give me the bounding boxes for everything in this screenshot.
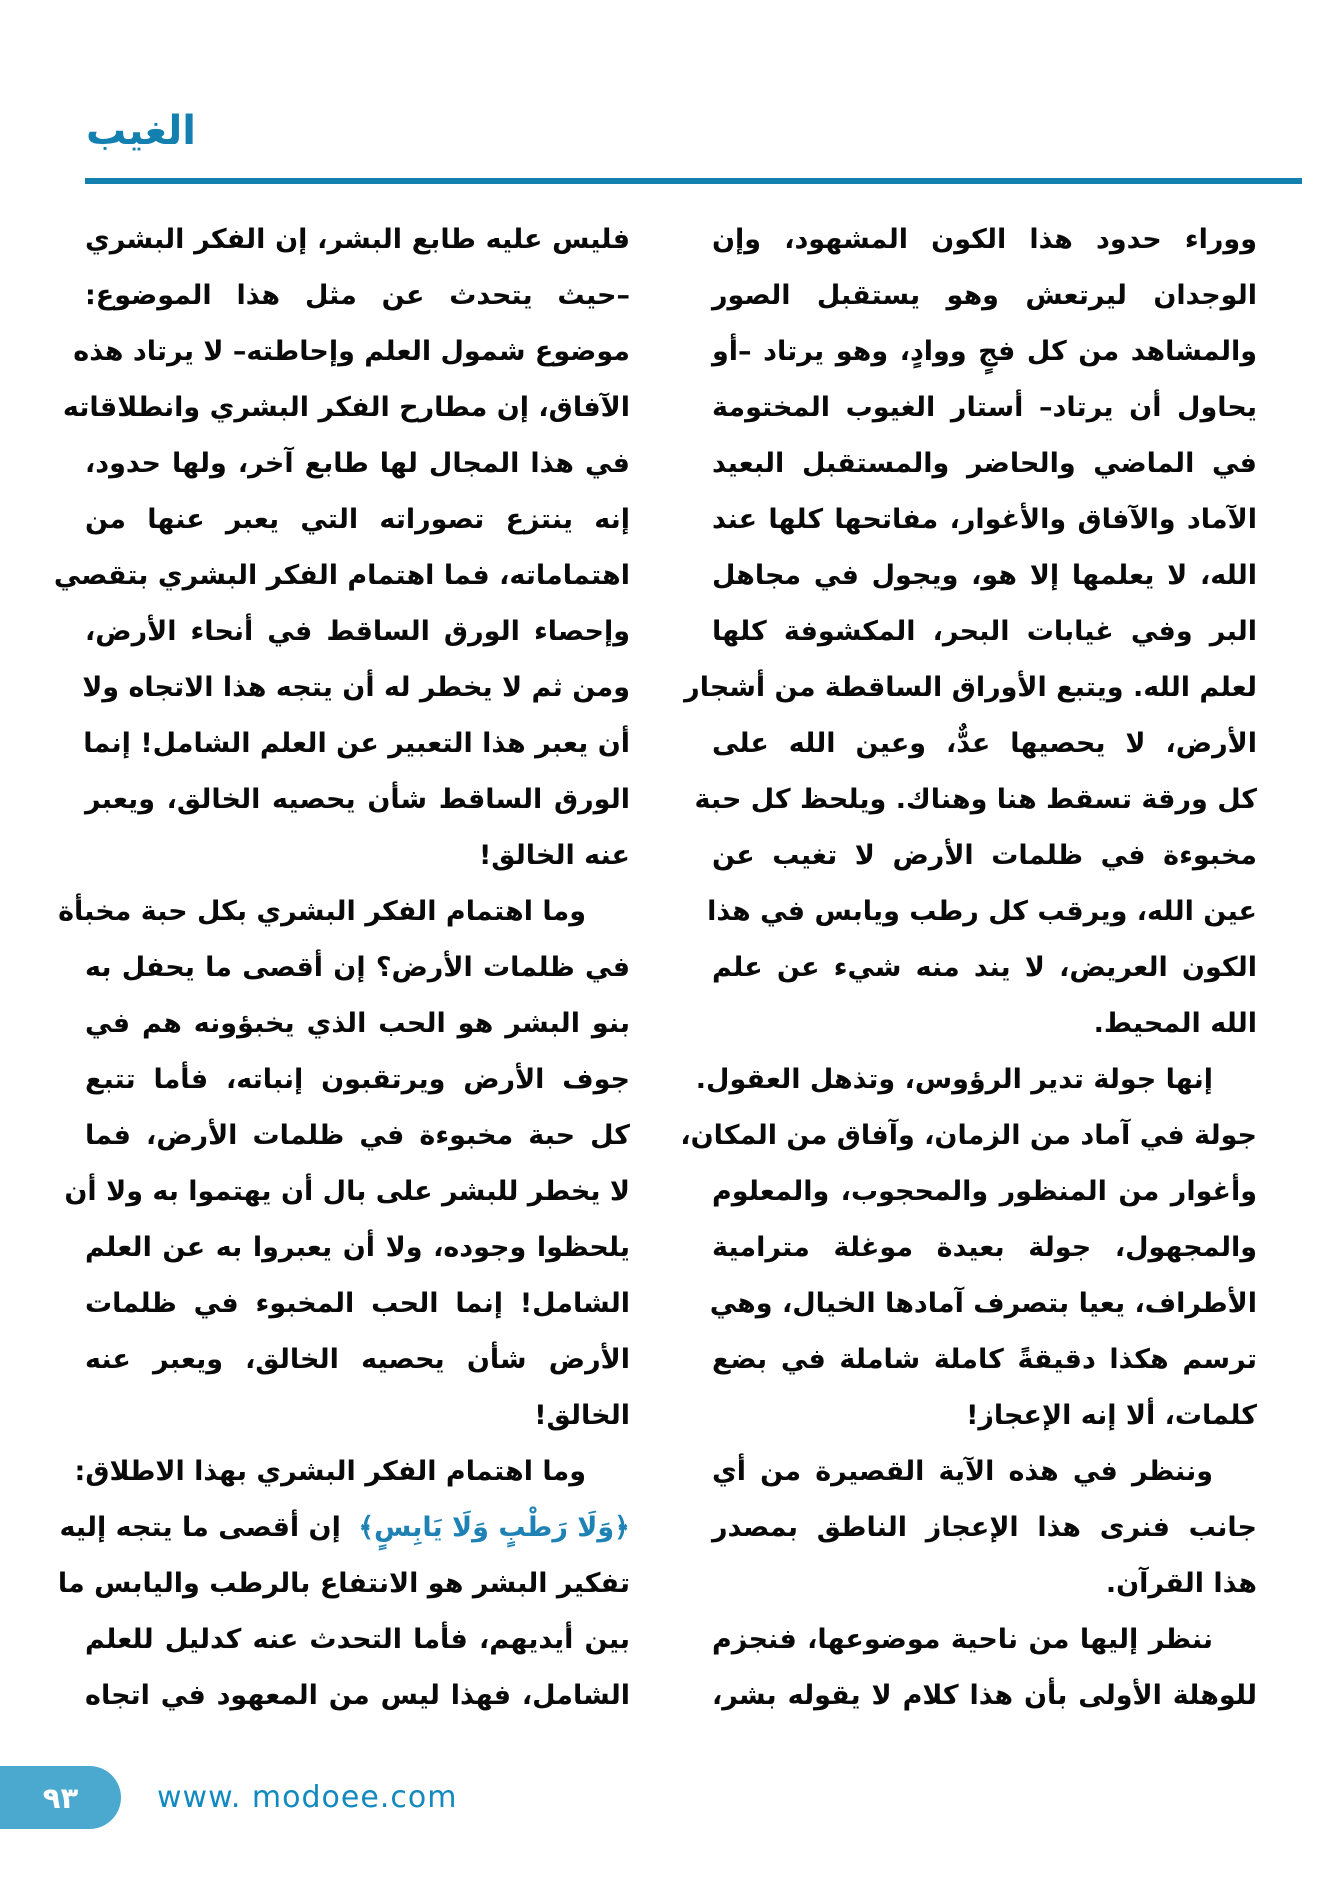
text-line: كلمات، ألا إنه الإعجاز! <box>966 1400 1257 1431</box>
text-line: الأرض شأن يحصيه الخالق، ويعبر عنه <box>85 1344 630 1375</box>
text-line: يلحظوا وجوده، ولا أن يعبروا به عن العلم <box>85 1232 630 1263</box>
text-line: الله، لا يعلمها إلا هو، ويجول في مجاهل <box>712 560 1257 591</box>
text-line: إنه ينتزع تصوراته التي يعبر عنها من <box>85 504 630 535</box>
text-line: عين الله، ويرقب كل رطب ويابس في هذا <box>707 896 1257 927</box>
text-line: الخالق! <box>534 1400 630 1431</box>
text-line: الكون العريض، لا يند منه شيء عن علم <box>712 952 1257 983</box>
text-line: إنها جولة تدير الرؤوس، وتذهل العقول. <box>695 1064 1213 1095</box>
text-line: أن يعبر هذا التعبير عن العلم الشامل! إنما <box>83 728 630 759</box>
text-line: الآماد والآفاق والأغوار، مفاتحها كلها عند <box>712 504 1257 535</box>
text-line: الشامل، فهذا ليس من المعهود في اتجاه <box>85 1680 630 1711</box>
text-line: الشامل! إنما الحب المخبوء في ظلمات <box>85 1288 630 1319</box>
text-line: كل حبة مخبوءة في ظلمات الأرض، فما <box>85 1120 630 1151</box>
text-line: عنه الخالق! <box>478 840 630 871</box>
text-line: الآفاق، إن مطارح الفكر البشري وانطلاقاته <box>62 392 630 423</box>
text-line: الأرض، لا يحصيها عدٌّ، وعين الله على <box>712 728 1257 759</box>
page-number: ٩٣ <box>42 1780 79 1815</box>
text-line: الوجدان ليرتعش وهو يستقبل الصور <box>712 280 1257 311</box>
text-line: الله المحيط. <box>1093 1008 1257 1039</box>
text-line: جوف الأرض ويرتقبون إنباته، فأما تتبع <box>85 1064 630 1095</box>
text-line: اهتماماته، فما اهتمام الفكر البشري بتقصي <box>53 560 630 591</box>
text-line: تفكير البشر هو الانتفاع بالرطب واليابس ما <box>57 1568 630 1599</box>
text-line: ومن ثم لا يخطر له أن يتجه هذا الاتجاه ولا <box>82 672 630 703</box>
text-line: في ظلمات الأرض؟ إن أقصى ما يحفل به <box>85 952 630 983</box>
chapter-title: الغيب <box>86 108 196 154</box>
right-text-column <box>680 212 1257 1724</box>
text-line: للوهلة الأولى بأن هذا كلام لا يقوله بشر، <box>712 1680 1257 1711</box>
quran-verse: ﴿وَلَا رَطْبٍ وَلَا يَابِسٍ﴾ <box>358 1512 630 1543</box>
text-line: ووراء حدود هذا الكون المشهود، وإن <box>712 224 1257 255</box>
text-line: الورق الساقط شأن يحصيه الخالق، ويعبر <box>85 784 630 815</box>
left-text-column <box>53 212 630 1724</box>
text-line: في هذا المجال لها طابع آخر، ولها حدود، <box>85 448 630 479</box>
page-number-badge <box>0 1766 121 1829</box>
text-line: جانب فنرى هذا الإعجاز الناطق بمصدر <box>712 1512 1257 1543</box>
text-line: والمجهول، جولة بعيدة موغلة مترامية <box>712 1232 1257 1263</box>
text-line: فليس عليه طابع البشر، إن الفكر البشري <box>85 224 630 255</box>
quran-verse-line <box>59 1500 630 1556</box>
text-line: يحاول أن يرتاد– أستار الغيوب المختومة <box>712 392 1257 423</box>
website-url: www. modoee.com <box>157 1780 458 1815</box>
text-line: موضوع شمول العلم وإحاطته– لا يرتاد هذه <box>73 336 630 367</box>
text-line: الأطراف، يعيا بتصرف آمادها الخيال، وهي <box>709 1288 1257 1319</box>
text-line: بنو البشر هو الحب الذي يخبؤونه هم في <box>85 1008 630 1039</box>
text-line: مخبوءة في ظلمات الأرض لا تغيب عن <box>712 840 1257 871</box>
text-line: وإحصاء الورق الساقط في أنحاء الأرض، <box>85 616 630 647</box>
text-line: في الماضي والحاضر والمستقبل البعيد <box>712 448 1257 479</box>
text-line: كل ورقة تسقط هنا وهناك. ويلحظ كل حبة <box>694 784 1257 815</box>
header-rule <box>85 178 1302 184</box>
text-line: وننظر في هذه الآية القصيرة من أي <box>712 1456 1213 1487</box>
text-line: والمشاهد من كل فجٍ ووادٍ، وهو يرتاد –أو <box>712 336 1257 367</box>
text-line: هذا القرآن. <box>1105 1568 1257 1599</box>
text-line: البر وفي غيابات البحر، المكشوفة كلها <box>712 616 1257 647</box>
text-line: وما اهتمام الفكر البشري بكل حبة مخبأة <box>58 896 586 927</box>
text-line: ترسم هكذا دقيقةً كاملة شاملة في بضع <box>712 1344 1257 1375</box>
text-line: وأغوار من المنظور والمحجوب، والمعلوم <box>712 1176 1257 1207</box>
text-line: ننظر إليها من ناحية موضوعها، فنجزم <box>712 1624 1213 1655</box>
text-line: –حيث يتحدث عن مثل هذا الموضوع: <box>85 280 630 311</box>
text-line: لا يخطر للبشر على بال أن يهتموا به ولا أن <box>64 1176 630 1207</box>
verse-following-text: إن أقصى ما يتجه إليه <box>59 1512 341 1543</box>
text-line: لعلم الله. ويتبع الأوراق الساقطة من أشجار <box>684 672 1257 703</box>
text-line: جولة في آماد من الزمان، وآفاق من المكان، <box>680 1120 1257 1151</box>
text-line: بين أيديهم، فأما التحدث عنه كدليل للعلم <box>85 1624 630 1655</box>
text-line: وما اهتمام الفكر البشري بهذا الاطلاق: <box>74 1456 586 1487</box>
